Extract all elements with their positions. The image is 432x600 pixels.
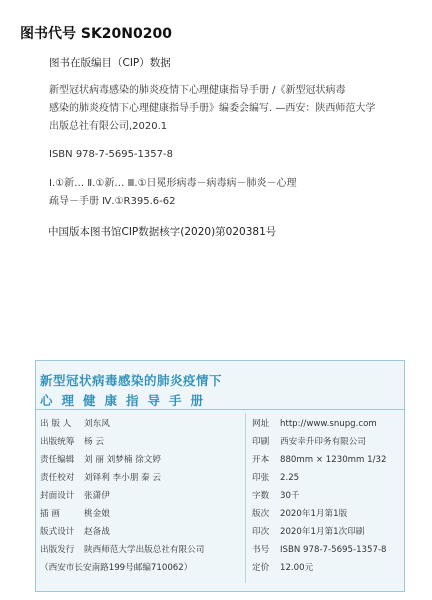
colophon-title-line1: 新型冠状病毒感染的肺炎疫情下 xyxy=(40,373,223,388)
colophon-title-line2: 心理健康指导手册 xyxy=(40,393,213,408)
row-value: 赵备战 xyxy=(84,527,110,537)
row-value: http://www.snupg.com xyxy=(280,419,377,429)
row-value: 刘铎利 李小朋 秦 云 xyxy=(84,473,161,483)
colophon-left-row xyxy=(40,508,110,520)
row-label: 版式设计 xyxy=(40,527,75,537)
row-label: 字数 xyxy=(252,491,270,501)
colophon-divider xyxy=(35,409,404,410)
row-label: 开本 xyxy=(252,455,270,465)
row-value: 陕西师范大学出版总社有限公司 xyxy=(84,545,205,555)
cip-description xyxy=(49,82,421,136)
row-label: 印刷 xyxy=(252,437,270,447)
row-label: 印次 xyxy=(252,527,270,537)
book-code: 图书代号 SK20N0200 xyxy=(20,26,172,42)
colophon-right-row xyxy=(252,472,299,484)
colophon-right-row xyxy=(252,562,313,574)
row-value: 2020年1月第1版 xyxy=(280,509,348,519)
row-label: 出版统筹 xyxy=(40,437,75,447)
row-value: ISBN 978-7-5695-1357-8 xyxy=(280,545,387,555)
row-value: 880mm × 1230mm 1/32 xyxy=(280,455,387,465)
colophon-left-row xyxy=(40,418,110,430)
colophon-right-row xyxy=(252,544,387,556)
classification-line: Ⅰ.①新… Ⅱ.①新… Ⅲ.①日冕形病毒－病毒病－肺炎－心理 xyxy=(49,178,297,189)
row-value: 2020年1月第1次印刷 xyxy=(280,527,365,537)
cip-title: 图书在版编目（CIP）数据 xyxy=(49,57,171,69)
row-value: 杨 云 xyxy=(84,437,104,447)
cip-description-line: 感染的肺炎疫情下心理健康指导手册》编委会编写. —西安：陕西师范大学 xyxy=(49,103,376,114)
row-value: 12.00元 xyxy=(280,563,314,573)
colophon-left-row xyxy=(40,490,110,502)
colophon-left-row xyxy=(40,472,161,484)
row-label: 责任校对 xyxy=(40,473,75,483)
colophon-right-row xyxy=(252,418,377,430)
row-label: 出 版 人 xyxy=(40,419,72,429)
colophon-left-row xyxy=(40,544,204,556)
row-value: 桃金娘 xyxy=(84,509,110,519)
cip-number: 中国版本图书馆CIP数据核字(2020)第020381号 xyxy=(48,226,277,238)
colophon-right-row xyxy=(252,454,386,466)
row-label: 封面设计 xyxy=(40,491,75,501)
colophon-right-row xyxy=(252,526,364,538)
colophon-left-row xyxy=(40,526,110,538)
cip-description-line: 出版总社有限公司,2020.1 xyxy=(49,121,168,132)
row-value: 张潇伊 xyxy=(84,491,110,501)
row-value: 西安幸升印务有限公司 xyxy=(280,437,366,447)
row-label: 出版发行 xyxy=(40,545,75,555)
row-label: 插 画 xyxy=(40,509,60,519)
row-label: 网址 xyxy=(252,419,270,429)
colophon-right-row xyxy=(252,436,366,448)
row-label: 书号 xyxy=(252,545,270,555)
row-label: 定价 xyxy=(252,563,270,573)
colophon-right-row xyxy=(252,490,300,502)
row-label: 版次 xyxy=(252,509,270,519)
cip-description-line: 新型冠状病毒感染的肺炎疫情下心理健康指导手册 /《新型冠状病毒 xyxy=(49,85,346,96)
row-label: 责任编辑 xyxy=(40,455,75,465)
colophon-right-row xyxy=(252,508,347,520)
row-value: 刘东风 xyxy=(84,419,110,429)
row-value: 30千 xyxy=(280,491,300,501)
row-value: 2.25 xyxy=(280,473,300,483)
colophon-address xyxy=(40,562,192,574)
colophon-left-row xyxy=(40,454,161,466)
row-value: 刘 丽 刘梦楠 徐文婷 xyxy=(84,455,161,465)
colophon-left-row xyxy=(40,436,104,448)
colophon-column-divider xyxy=(245,413,246,583)
classification-line: 疏导－手册 Ⅳ.①R395.6-62 xyxy=(49,196,176,207)
row-label: 印张 xyxy=(252,473,270,483)
cip-classification xyxy=(49,175,421,211)
cip-isbn: ISBN 978-7-5695-1357-8 xyxy=(49,149,173,160)
row-value: （西安市长安南路199号邮编710062） xyxy=(40,563,193,573)
